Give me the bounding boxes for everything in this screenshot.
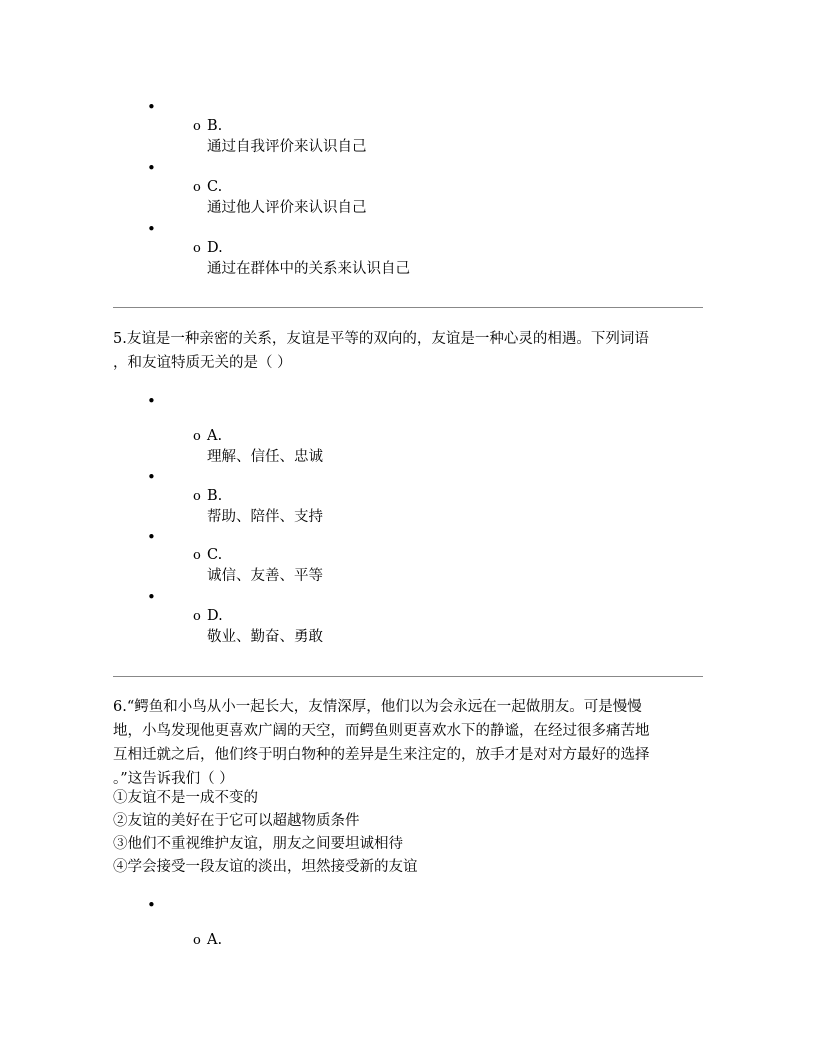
option-d[interactable]	[193, 606, 323, 647]
statement-2: ②友谊的美好在于它可以超越物质条件	[113, 813, 360, 829]
question-line: ，和友谊特质无关的是（ ）	[113, 355, 292, 371]
option-letter: D.	[207, 240, 223, 256]
statement-1: ①友谊不是一成不变的	[113, 790, 258, 806]
circle-marker: o	[193, 548, 201, 563]
question-5-text	[113, 327, 705, 375]
option-text: 敬业、勤奋、勇敢	[207, 629, 323, 645]
option-b	[193, 116, 367, 157]
option-letter: D.	[207, 608, 223, 624]
option-letter: B.	[207, 488, 223, 504]
circle-marker: o	[193, 429, 201, 444]
question-line: 互相迁就之后，他们终于明白物种的差异是生来注定的，放手才是对对方最好的选择	[113, 747, 650, 763]
divider	[113, 307, 703, 308]
question-6-text	[113, 695, 705, 791]
circle-marker: o	[193, 180, 201, 195]
bullet: •	[147, 220, 156, 238]
option-letter: A.	[207, 428, 223, 444]
divider	[113, 676, 703, 677]
bullet: •	[147, 392, 156, 410]
circle-marker: o	[193, 241, 201, 256]
option-text: 通过在群体中的关系来认识自己	[207, 261, 410, 277]
bullet: •	[147, 528, 156, 546]
circle-marker: o	[193, 119, 201, 134]
option-text: 诚信、友善、平等	[207, 568, 323, 584]
bullet: •	[147, 896, 156, 914]
bullet: •	[147, 588, 156, 606]
option-a[interactable]	[193, 426, 323, 467]
option-c[interactable]	[193, 545, 323, 586]
circle-marker: o	[193, 489, 201, 504]
option-text: 理解、信任、忠诚	[207, 449, 323, 465]
option-a[interactable]	[193, 930, 222, 951]
question-line: 。”这告诉我们（ ）	[113, 771, 234, 787]
option-b[interactable]	[193, 486, 323, 527]
statement-4: ④学会接受一段友谊的淡出，坦然接受新的友谊	[113, 859, 418, 875]
bullet: •	[147, 468, 156, 486]
option-c	[193, 177, 367, 218]
option-letter: C.	[207, 179, 223, 195]
circle-marker: o	[193, 933, 201, 948]
statement-3: ③他们不重视维护友谊，朋友之间要坦诚相待	[113, 836, 403, 852]
option-text: 通过他人评价来认识自己	[207, 200, 367, 216]
bullet: •	[147, 159, 156, 177]
option-d	[193, 238, 410, 279]
question-line: 地，小鸟发现他更喜欢广阔的天空，而鳄鱼则更喜欢水下的静谧，在经过很多痛苦地	[113, 723, 650, 739]
option-letter: C.	[207, 547, 223, 563]
option-text: 通过自我评价来认识自己	[207, 139, 367, 155]
bullet: •	[147, 98, 156, 116]
option-text: 帮助、陪伴、支持	[207, 509, 323, 525]
option-letter: A.	[207, 932, 223, 948]
question-line: 5.友谊是一种亲密的关系，友谊是平等的双向的，友谊是一种心灵的相遇。下列词语	[113, 331, 649, 347]
circle-marker: o	[193, 609, 201, 624]
option-letter: B.	[207, 118, 223, 134]
question-line: 6.“鳄鱼和小鸟从小一起长大，友情深厚，他们以为会永远在一起做朋友。可是慢慢	[113, 699, 642, 715]
